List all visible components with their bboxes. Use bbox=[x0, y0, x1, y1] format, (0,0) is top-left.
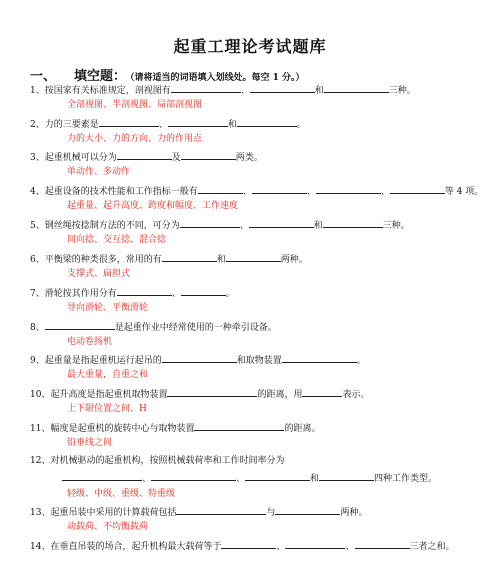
blank[interactable] bbox=[171, 83, 241, 93]
blank[interactable] bbox=[319, 471, 374, 481]
blank[interactable] bbox=[282, 353, 357, 363]
question-11: 11、幅度是起重机的旋转中心与取物装置 的距离。 bbox=[30, 421, 320, 435]
section-title: 填空题： bbox=[74, 69, 127, 84]
question-14: 14、在垂直吊装的场合，起升机构最大载荷等于 、 、 三者之和。 bbox=[30, 539, 455, 553]
section-instruction: （请将适当的词语填入划线处。每空 1 分。） bbox=[130, 73, 305, 83]
blank[interactable] bbox=[176, 505, 266, 515]
answer-7: 导向滑轮、平衡滑轮 bbox=[67, 303, 149, 313]
question-12-cont: 、 、 和 四种工作类型。 bbox=[62, 471, 437, 485]
blank[interactable] bbox=[323, 218, 383, 228]
blank[interactable] bbox=[250, 83, 315, 93]
blank[interactable] bbox=[181, 150, 236, 160]
blank[interactable] bbox=[302, 387, 342, 397]
question-9: 9、起重量是指起重机运行起吊的 和取物装置 。 bbox=[30, 353, 366, 367]
answer-13: 动载荷、不均衡载荷 bbox=[67, 522, 149, 532]
blank[interactable] bbox=[180, 218, 240, 228]
question-10: 10、起升高度是指起重机取物装置 的距离，用 表示。 bbox=[30, 387, 369, 401]
blank[interactable] bbox=[162, 252, 217, 262]
question-12: 12、对机械驱动的起重机构，按照机械载荷率和工作时间率分为 bbox=[30, 456, 285, 466]
question-6: 6、平衡梁的种类很多，常用的有 和 两种。 bbox=[30, 252, 308, 266]
section-heading bbox=[30, 65, 305, 84]
question-8: 8、 是起重作业中经常使用的一种牵引设备。 bbox=[30, 320, 277, 334]
question-13: 13、起重吊装中采用的计算载荷包括 与 两种。 bbox=[30, 505, 367, 519]
blank[interactable] bbox=[117, 286, 172, 296]
answer-5: 同向捻、交互捻、混合捻 bbox=[67, 235, 167, 245]
blank[interactable] bbox=[194, 421, 284, 431]
blank[interactable] bbox=[275, 505, 340, 515]
blank[interactable] bbox=[245, 471, 310, 481]
blank[interactable] bbox=[221, 539, 276, 549]
blank[interactable] bbox=[355, 539, 410, 549]
question-7: 7、滑轮按其作用分有 、 。 bbox=[30, 286, 235, 300]
answer-11: 铅垂线之间 bbox=[67, 438, 113, 448]
answer-3: 单动作、多动作 bbox=[67, 167, 131, 177]
blank[interactable] bbox=[316, 184, 381, 194]
question-1: 1、按国家有关标准规定，剖视图有 、 和 三种。 bbox=[30, 83, 416, 97]
question-4: 4、起重设备的技术性能和工作指标一般有 、 、 、 等 4 项。 bbox=[30, 184, 483, 198]
blank[interactable] bbox=[99, 117, 159, 127]
blank[interactable] bbox=[151, 471, 236, 481]
answer-6: 支撑式、扁担式 bbox=[67, 269, 131, 279]
answer-10: 上下限位置之间、H bbox=[67, 404, 147, 414]
blank[interactable] bbox=[117, 150, 172, 160]
blank[interactable] bbox=[324, 83, 389, 93]
blank[interactable] bbox=[162, 353, 237, 363]
blank[interactable] bbox=[252, 184, 307, 194]
blank[interactable] bbox=[390, 184, 445, 194]
blank[interactable] bbox=[167, 387, 257, 397]
answer-8: 电动卷扬机 bbox=[67, 337, 113, 347]
answer-9: 最大重量，自重之和 bbox=[67, 370, 149, 380]
blank[interactable] bbox=[237, 117, 297, 127]
blank[interactable] bbox=[249, 218, 314, 228]
blank[interactable] bbox=[181, 286, 226, 296]
page-title: 起重工理论考试题库 bbox=[173, 37, 327, 56]
answer-2: 力的大小、力的方向、力的作用点 bbox=[67, 134, 203, 144]
question-5: 5、钢丝绳按捻制方法的不同，可分为 、 和 三种。 bbox=[30, 218, 410, 232]
blank[interactable] bbox=[226, 252, 281, 262]
blank[interactable] bbox=[285, 539, 345, 549]
answer-4: 起重量、起升高度、跨度和幅度、工作速度 bbox=[67, 201, 239, 211]
blank[interactable] bbox=[62, 471, 142, 481]
section-number: 一、 bbox=[30, 69, 57, 84]
blank[interactable] bbox=[168, 117, 228, 127]
blank[interactable] bbox=[198, 184, 243, 194]
answer-12: 轻级、中级、重级、特重级 bbox=[67, 489, 176, 499]
question-3: 3、起重机械可以分为 及 两类。 bbox=[30, 150, 263, 164]
blank[interactable] bbox=[45, 320, 115, 330]
question-2: 2、力的三要素是 、 和 。 bbox=[30, 117, 306, 131]
answer-1: 全剖视图、半剖视图、局部剖视图 bbox=[67, 100, 203, 110]
